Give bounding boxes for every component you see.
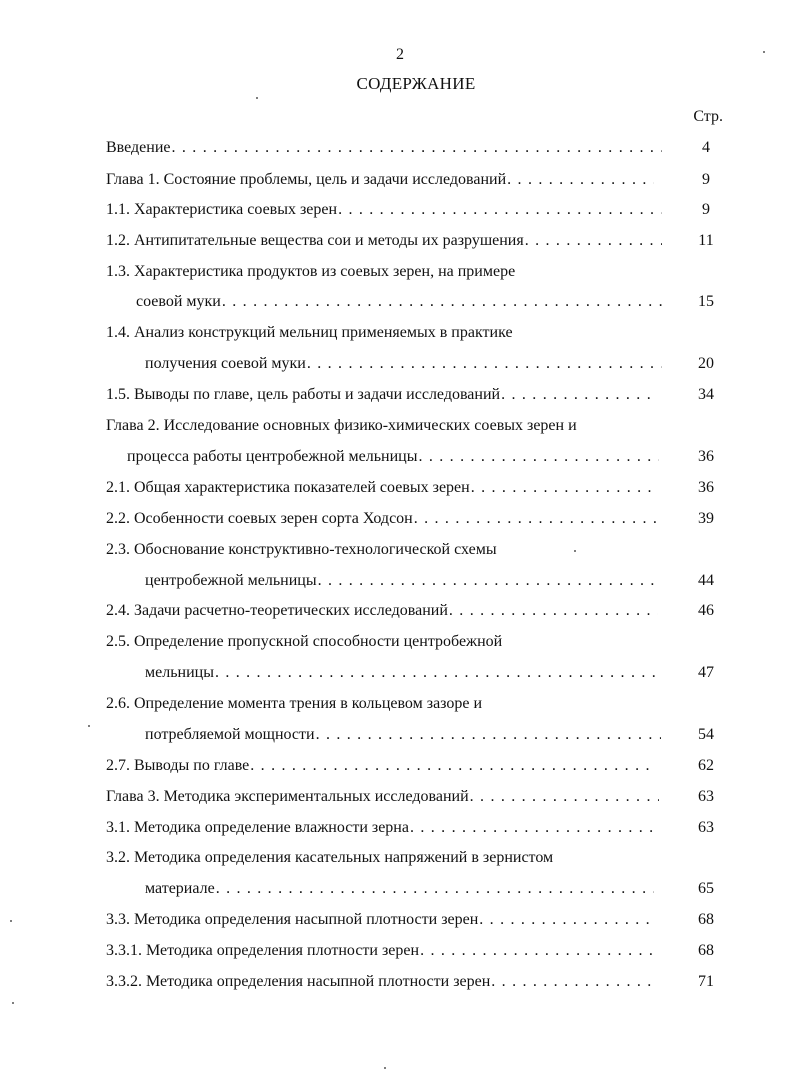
leader-dots [215, 663, 659, 683]
toc-entry-text: 2.5. Определение пропускной способности центробежной [106, 633, 503, 650]
toc-page-number: 68 [698, 942, 714, 959]
toc-entry [106, 200, 662, 220]
toc-page-number: 39 [698, 510, 714, 527]
leader-dots [420, 941, 657, 961]
toc-entry [106, 509, 656, 529]
toc-entry [106, 385, 658, 405]
toc-entry-text: 2.2. Особенности соевых зерен сорта Ходсон [106, 510, 413, 527]
toc-entry [106, 632, 502, 652]
toc-entry-continuation [145, 725, 661, 745]
leader-dots [307, 354, 662, 374]
scan-speck [12, 1002, 14, 1004]
toc-entry-continuation [145, 571, 658, 591]
page-column-label: Стр. [693, 108, 723, 125]
toc-entry-text: соевой муки [136, 293, 221, 310]
toc-page-number: 36 [698, 479, 714, 496]
toc-page-number: 36 [698, 448, 714, 465]
leader-dots [410, 818, 660, 838]
toc-entry-text: 1.3. Характеристика продуктов из соевых зерен, на примере [106, 263, 516, 280]
scan-speck [763, 51, 765, 53]
toc-page-number: 63 [698, 819, 714, 836]
toc-page-number: 34 [698, 386, 714, 403]
toc-page-number: 44 [698, 572, 714, 589]
toc-entry [106, 323, 513, 343]
scan-speck [384, 1067, 386, 1069]
leader-dots [507, 170, 654, 190]
toc-page-number: 47 [698, 664, 714, 681]
toc-entry-text: центробежной мельницы [145, 572, 317, 589]
toc-entry [106, 787, 659, 807]
toc-entry-text: процесса работы центробежной мельницы [127, 448, 418, 465]
toc-page-number: 63 [698, 788, 714, 805]
leader-dots [216, 879, 654, 899]
toc-page-number: 4 [702, 139, 710, 156]
leader-dots [316, 725, 661, 745]
leader-dots [222, 292, 662, 312]
toc-entry-continuation [136, 292, 662, 312]
toc-page-number: 54 [698, 726, 714, 743]
toc-entry-text: материале [145, 880, 215, 897]
toc-entry-text: 3.3.2. Методика определения насыпной плотности зерен [106, 973, 491, 990]
toc-page-number: 65 [698, 880, 714, 897]
toc-entry-continuation [145, 663, 659, 683]
leader-dots [338, 200, 662, 220]
toc-entry-text: 3.3. Методика определения насыпной плотности зерен [106, 911, 479, 928]
toc-entry [106, 231, 662, 251]
toc-entry [106, 694, 482, 714]
leader-dots [470, 787, 659, 807]
toc-entry-text: 2.4. Задачи расчетно-теоретических исследований [106, 602, 448, 619]
leader-dots [501, 385, 658, 405]
toc-entry [106, 756, 656, 776]
toc-entry [106, 138, 662, 158]
toc-entry-text: 2.6. Определение момента трения в кольцевом зазоре и [106, 695, 483, 712]
toc-page-number: 71 [698, 973, 714, 990]
toc-entry-text: 1.4. Анализ конструкций мельниц применяемых в практике [106, 324, 513, 341]
toc-entry-text: 3.3.1. Методика определения плотности зерен [106, 942, 420, 959]
leader-dots [172, 138, 663, 158]
leader-dots [471, 478, 652, 498]
toc-entry-text: Введение [106, 139, 171, 156]
toc-entry-text: мельницы [145, 664, 214, 681]
toc-entry-text: Глава 3. Методика экспериментальных исследований [106, 788, 469, 805]
toc-page-number: 11 [698, 232, 714, 249]
toc-entry-text: получения соевой муки [145, 355, 306, 372]
leader-dots [525, 231, 662, 251]
toc-page-number: 9 [702, 171, 710, 188]
toc-entry-text: 1.2. Антипитательные вещества сои и методы их разрушения [106, 232, 524, 249]
leader-dots [418, 447, 659, 467]
toc-entry-text: 3.2. Методика определения касательных напряжений в зернистом [106, 849, 554, 866]
toc-page-number: 68 [698, 911, 714, 928]
toc-page-number: 62 [698, 757, 714, 774]
scan-speck [88, 725, 90, 727]
toc-entry [106, 910, 657, 930]
toc-entry [106, 818, 660, 838]
toc-entry [106, 848, 553, 868]
toc-entry-continuation [145, 354, 662, 374]
scan-speck [574, 550, 576, 552]
toc-entry-text: 3.1. Методика определение влажности зерна [106, 819, 409, 836]
toc-entry-text: потребляемой мощности [145, 726, 315, 743]
leader-dots [491, 972, 658, 992]
toc-entry [106, 972, 658, 992]
page-title: СОДЕРЖАНИЕ [356, 74, 476, 93]
toc-entry-text: 1.1. Характеристика соевых зерен [106, 201, 338, 218]
toc-page-number: 15 [698, 293, 714, 310]
toc-entry [106, 478, 652, 498]
toc-entry [106, 170, 654, 190]
toc-entry [106, 416, 577, 436]
leader-dots [414, 509, 656, 529]
toc-entry-text: 1.5. Выводы по главе, цель работы и задачи исследований [106, 386, 501, 403]
toc-entry-text: Глава 2. Исследование основных физико-химических соевых зерен и [106, 417, 577, 434]
toc-entry [106, 601, 658, 621]
scan-speck [10, 920, 12, 922]
toc-entry-text: 2.1. Общая характеристика показателей соевых зерен [106, 479, 470, 496]
leader-dots [449, 601, 658, 621]
toc-entry [106, 941, 657, 961]
toc-page-number: 20 [698, 355, 714, 372]
toc-entry-continuation [127, 447, 659, 467]
toc-entry-text: Глава 1. Состояние проблемы, цель и задачи исследований [106, 171, 507, 188]
leader-dots [250, 756, 656, 776]
scan-speck [256, 97, 258, 99]
toc-entry-text: 2.3. Обоснование конструктивно-технологической схемы [106, 541, 497, 558]
leader-dots [318, 571, 658, 591]
toc-entry-continuation [145, 879, 654, 899]
toc-page-number: 46 [698, 602, 714, 619]
toc-entry-text: 2.7. Выводы по главе [106, 757, 250, 774]
toc-entry [106, 540, 497, 560]
toc-page-number: 9 [702, 201, 710, 218]
toc-entry [106, 262, 515, 282]
leader-dots [479, 910, 657, 930]
page-number: 2 [396, 46, 404, 63]
